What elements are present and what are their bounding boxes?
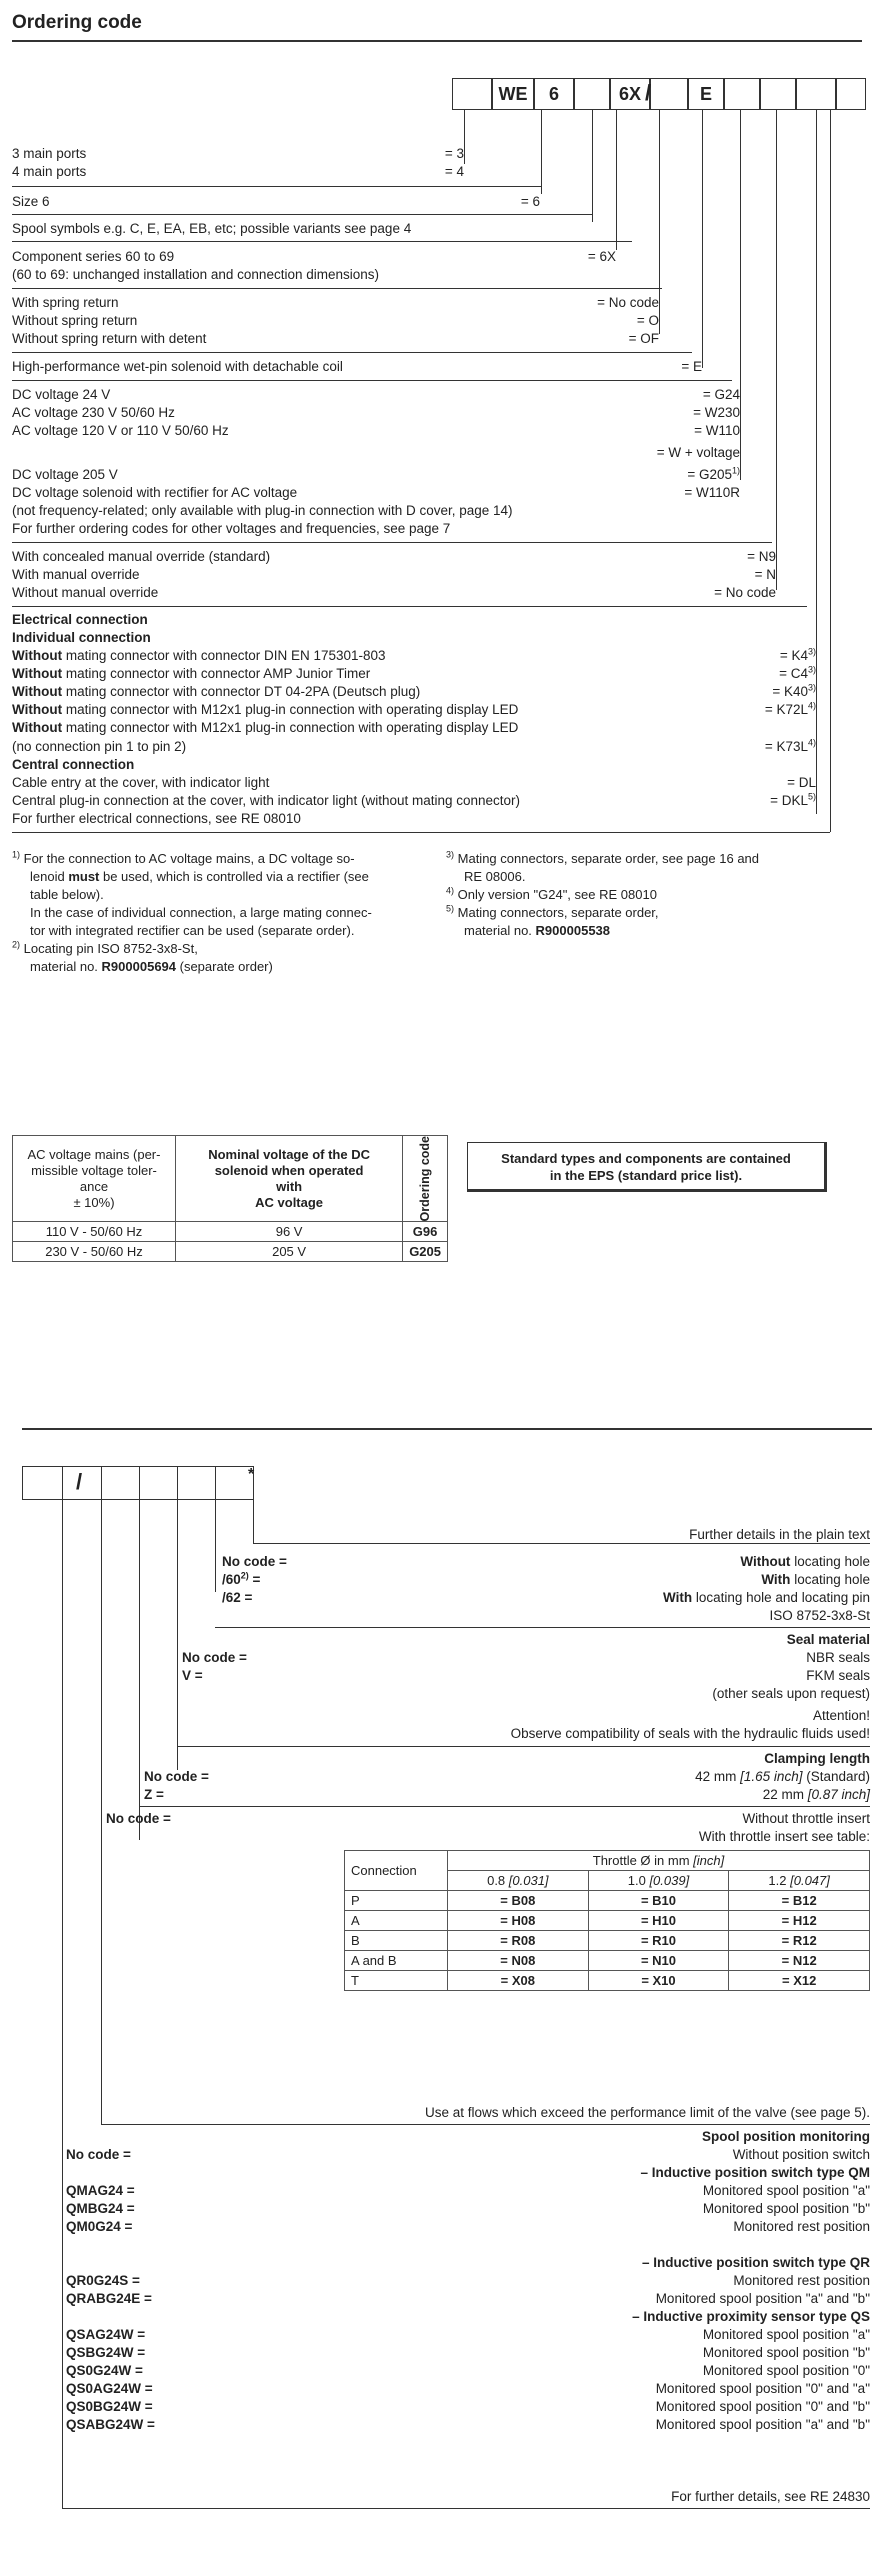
table-cell: = N12: [729, 1951, 870, 1971]
monitor-code: QMAG24 =: [66, 2183, 135, 2198]
code-box: WE: [492, 78, 534, 110]
vline: [659, 110, 660, 334]
row-without-override: Without manual override: [12, 585, 159, 600]
throttle-with: With throttle insert see table:: [698, 1829, 870, 1844]
rule: [215, 1627, 870, 1628]
table-cell: G96: [403, 1222, 448, 1242]
table-cell: = H08: [448, 1911, 589, 1931]
code-size: = 6: [520, 194, 540, 209]
code-box: [139, 1466, 178, 1500]
clamp-title: Clamping length: [764, 1751, 870, 1766]
vline: [830, 110, 831, 832]
monitor-code: QRABG24E =: [66, 2291, 152, 2306]
clamp-42: 42 mm [1.65 inch] (Standard): [695, 1769, 870, 1784]
code-w110r: = W110R: [684, 485, 740, 500]
vline: [816, 110, 817, 814]
row-solenoid: High-performance wet-pin solenoid with detachable coil: [12, 359, 343, 374]
code-n: = N: [754, 567, 776, 582]
table-cell: 230 V - 50/60 Hz: [13, 1242, 176, 1262]
vline: [702, 110, 703, 368]
table-row: [13, 1242, 448, 1262]
table-cell: = H12: [729, 1911, 870, 1931]
vline: [541, 110, 542, 194]
code-box: [22, 1466, 63, 1500]
row-further-voltages: For further ordering codes for other voltages and frequencies, see page 7: [12, 521, 451, 536]
code-box: [650, 78, 688, 110]
vline: [740, 110, 741, 480]
rule: [139, 1806, 870, 1807]
spm-nocode: No code =: [66, 2147, 131, 2162]
table-cell: A and B: [345, 1951, 448, 1971]
electrical-row: Without mating connector with connector DT 04-2PA (Deutsch plug): [12, 684, 421, 699]
code-box: [177, 1466, 216, 1500]
table-cell: A: [345, 1911, 448, 1931]
code-6x: = 6X: [587, 249, 616, 264]
table-row: [345, 1891, 870, 1911]
asterisk-mark: *: [248, 1466, 255, 1483]
vline: [215, 1500, 216, 1592]
qr-title: – Inductive position switch type QR: [641, 2255, 870, 2270]
throttle-header-connection: Connection: [345, 1851, 448, 1891]
table-row: [13, 1222, 448, 1242]
title-rule: [12, 40, 862, 42]
code-of: = OF: [628, 331, 659, 346]
electrical-row: Without mating connector with connector DIN EN 175301-803: [12, 648, 386, 663]
table-cell: = B12: [729, 1891, 870, 1911]
monitor-desc: Monitored spool position "b": [702, 2345, 870, 2360]
code-box: [724, 78, 760, 110]
use-at-flows: Use at flows which exceed the performance limit of the valve (see page 5).: [425, 2105, 870, 2120]
rule: [101, 2124, 870, 2125]
code-w230: = W230: [693, 405, 740, 420]
ac-voltage-table: [12, 1135, 448, 1262]
rule: [12, 380, 732, 381]
vline: [776, 110, 777, 590]
section2-rule: [22, 1428, 872, 1430]
row-plug: Central plug-in connection at the cover, with indicator light (without mating connector): [12, 793, 521, 808]
clamp-22: 22 mm [0.87 inch]: [762, 1787, 870, 1802]
code-g205: = $G205^{1)}$: [687, 465, 740, 482]
throttle-header: Throttle Ø in mm [inch]: [448, 1851, 870, 1871]
individual-heading: Individual connection: [12, 630, 151, 645]
qs-title: – Inductive proximity sensor type QS: [632, 2309, 870, 2324]
electrical-code: = $C4^{3)}$: [779, 664, 816, 681]
loc-with: With locating hole: [761, 1572, 870, 1587]
table-cell: = X12: [729, 1971, 870, 1991]
row-further-electrical: For further electrical connections, see RE 08010: [12, 811, 301, 826]
monitor-desc: Monitored spool position "0" and "a": [655, 2381, 870, 2396]
slash-mark: /: [76, 1469, 83, 1494]
monitor-desc: Monitored spool position "a": [702, 2327, 870, 2342]
electrical-heading: Electrical connection: [12, 612, 148, 627]
monitor-code: QSABG24W =: [66, 2417, 155, 2432]
clamp-z: Z =: [144, 1787, 164, 1802]
footnotes-right: $^{3)}$ Mating connectors, separate order, see page 16 and RE 08006. $^{4)}$ Only version "G24", see RE 08010 $^{5)}$ Mating connectors, separate order, material no. R900005538: [446, 849, 760, 938]
rule: [12, 241, 632, 242]
code-box: [101, 1466, 140, 1500]
iso-pin: ISO 8752-3x8-St: [769, 1608, 870, 1623]
row-spool: Spool symbols e.g. C, E, EA, EB, etc; possible variants see page 4: [12, 221, 412, 236]
electrical-row: Without mating connector with M12x1 plug-in connection with operating display LED: [12, 720, 519, 735]
throttle-table: [344, 1850, 870, 1991]
rule: [177, 1746, 870, 1747]
observe-seals: Observe compatibility of seals with the hydraulic fluids used!: [510, 1726, 870, 1741]
ac-table-header-code: Ordering code: [403, 1136, 448, 1222]
loc-with-pin: With locating hole and locating pin: [662, 1590, 870, 1605]
rule: [12, 288, 662, 289]
re24830: For further details, see RE 24830: [671, 2489, 870, 2504]
row-rectifier-note: (not frequency-related; only available with plug-in connection with D cover, page 14): [12, 503, 513, 518]
monitor-desc: Monitored rest position: [733, 2273, 870, 2288]
row-ac230: AC voltage 230 V 50/60 Hz: [12, 405, 175, 420]
code-box: [574, 78, 610, 110]
monitor-desc: Monitored spool position "b": [702, 2201, 870, 2216]
rule: [62, 2508, 870, 2509]
loc-60: $/60^{2)}$ =: [222, 1570, 261, 1587]
throttle-nocode: No code =: [106, 1811, 171, 1826]
code-3: = 3: [444, 146, 464, 161]
table-cell: = X08: [448, 1971, 589, 1991]
further-plain-text: Further details in the plain text: [689, 1527, 870, 1542]
code-nocode-spring: = No code: [597, 295, 659, 310]
vline: [464, 110, 465, 164]
monitor-code: QS0AG24W =: [66, 2381, 153, 2396]
code-w-voltage: = W + voltage: [656, 445, 740, 460]
row-concealed-override: With concealed manual override (standard): [12, 549, 271, 564]
ac-table-header-nominal: Nominal voltage of the DC solenoid when operated with AC voltage: [176, 1136, 403, 1222]
table-cell: = R10: [588, 1931, 729, 1951]
throttle-size: 1.2 [0.047]: [729, 1871, 870, 1891]
monitor-desc: Monitored spool position "a" and "b": [655, 2417, 870, 2432]
throttle-size: 0.8 [0.031]: [448, 1871, 589, 1891]
loc-nocode: No code =: [222, 1554, 287, 1569]
table-cell: 96 V: [176, 1222, 403, 1242]
code-4: = 4: [444, 164, 464, 179]
seal-v: V =: [182, 1668, 203, 1683]
table-cell: 110 V - 50/60 Hz: [13, 1222, 176, 1242]
table-cell: = R08: [448, 1931, 589, 1951]
spm-without: Without position switch: [732, 2147, 870, 2162]
table-cell: = R12: [729, 1931, 870, 1951]
throttle-without: Without throttle insert: [742, 1811, 870, 1826]
electrical-row: Without mating connector with connector AMP Junior Timer: [12, 666, 371, 681]
row-dc205: DC voltage 205 V: [12, 467, 118, 482]
monitor-code: QSBG24W =: [66, 2345, 146, 2360]
vline: [177, 1500, 178, 1770]
code-w110: = W110: [694, 423, 740, 438]
row-3-main-ports: 3 main ports: [12, 146, 87, 161]
table-cell: P: [345, 1891, 448, 1911]
monitor-desc: Monitored spool position "a" and "b": [655, 2291, 870, 2306]
code-box: [836, 78, 866, 110]
code-n9: = N9: [747, 549, 776, 564]
code-box: [452, 78, 492, 110]
row-rectifier: DC voltage solenoid with rectifier for AC voltage: [12, 485, 298, 500]
electrical-code: = $K4^{3)}$: [779, 646, 816, 663]
rule: [12, 352, 692, 353]
vline: [139, 1500, 140, 1840]
attention: Attention!: [812, 1708, 870, 1723]
table-row: [345, 1951, 870, 1971]
table-cell: = H10: [588, 1911, 729, 1931]
row-dc24: DC voltage 24 V: [12, 387, 111, 402]
loc-62: /62 =: [222, 1590, 253, 1605]
table-cell: = N08: [448, 1951, 589, 1971]
code-o: = O: [636, 313, 659, 328]
row-ac110: AC voltage 120 V or 110 V 50/60 Hz: [12, 423, 229, 438]
row-series-note: (60 to 69: unchanged installation and connection dimensions): [12, 267, 379, 282]
code-box: 6X: [610, 78, 650, 110]
rule: [12, 186, 542, 187]
rule: [12, 542, 772, 543]
monitor-desc: Monitored rest position: [733, 2219, 870, 2234]
clamp-nocode: No code =: [144, 1769, 209, 1784]
electrical-row: Without mating connector with M12x1 plug-in connection with operating display LED: [12, 702, 519, 717]
table-cell: G205: [403, 1242, 448, 1262]
code-g24: = G24: [702, 387, 740, 402]
code-box: 6: [534, 78, 574, 110]
row-4-main-ports: 4 main ports: [12, 164, 87, 179]
seal-fkm: FKM seals: [806, 1668, 870, 1683]
monitor-code: QS0BG24W =: [66, 2399, 153, 2414]
table-cell: B: [345, 1931, 448, 1951]
monitor-desc: Monitored spool position "0": [702, 2363, 870, 2378]
table-row: [345, 1911, 870, 1931]
row-size: Size 6: [12, 194, 50, 209]
throttle-size: 1.0 [0.039]: [588, 1871, 729, 1891]
monitor-code: QSAG24W =: [66, 2327, 146, 2342]
monitor-code: QM0G24 =: [66, 2219, 133, 2234]
qm-title: – Inductive position switch type QM: [640, 2165, 870, 2180]
vline: [253, 1500, 254, 1544]
electrical-code: = $K40^{3)}$: [772, 682, 816, 699]
monitor-desc: Monitored spool position "0" and "b": [655, 2399, 870, 2414]
footnotes-left: $^{1)}$ For the connection to AC voltage mains, a DC voltage so- lenoid must be used, which is controlled via a rectifier (see table below). In the case of individual connection, a large mating connec- tor with integrated rectifier can be used (separate order). $^{2)}$ Locating pin ISO 8752-3x8-St, material no. R900005694 (separate order): [12, 849, 372, 974]
ac-table-header-mains: AC voltage mains (per- missible voltage toler- ance ± 10%): [13, 1136, 176, 1222]
row-spring-return: With spring return: [12, 295, 119, 310]
monitor-code: QR0G24S =: [66, 2273, 140, 2288]
table-row: [345, 1971, 870, 1991]
page-title: Ordering code: [12, 12, 142, 33]
seal-other: (other seals upon request): [712, 1686, 870, 1701]
vline: [616, 110, 617, 250]
row-no-pin: (no connection pin 1 to pin 2): [12, 739, 187, 754]
spm-title: Spool position monitoring: [702, 2129, 870, 2144]
monitor-code: QMBG24 =: [66, 2201, 135, 2216]
row-manual-override: With manual override: [12, 567, 140, 582]
row-detent: Without spring return with detent: [12, 331, 207, 346]
row-without-spring: Without spring return: [12, 313, 138, 328]
rule: [12, 832, 830, 833]
row-cable: Cable entry at the cover, with indicator light: [12, 775, 270, 790]
table-cell: = B08: [448, 1891, 589, 1911]
electrical-code: = $K72L^{4)}$: [764, 700, 816, 717]
code-e: = E: [681, 359, 702, 374]
rule: [12, 606, 807, 607]
slash-mark: /: [645, 80, 652, 105]
seal-nocode: No code =: [182, 1650, 247, 1665]
vline: [101, 1500, 102, 2125]
table-cell: = X10: [588, 1971, 729, 1991]
monitor-code: QS0G24W =: [66, 2363, 143, 2378]
row-series: Component series 60 to 69: [12, 249, 175, 264]
code-box: [760, 78, 796, 110]
vline: [62, 1500, 63, 2508]
table-cell: = B10: [588, 1891, 729, 1911]
eps-note: Standard types and components are contained in the EPS (standard price list).: [467, 1142, 827, 1192]
seal-nbr: NBR seals: [806, 1650, 870, 1665]
code-dl: = DL: [787, 775, 816, 790]
monitor-desc: Monitored spool position "a": [702, 2183, 870, 2198]
rule: [12, 214, 592, 215]
code-box: E: [688, 78, 724, 110]
seal-title: Seal material: [786, 1632, 870, 1647]
code-box: [796, 78, 836, 110]
code-nocode-override: = No code: [714, 585, 776, 600]
loc-without: Without locating hole: [740, 1554, 870, 1569]
table-cell: 205 V: [176, 1242, 403, 1262]
table-row: [345, 1931, 870, 1951]
code-dkl: = $DKL^{5)}$: [770, 791, 816, 808]
central-heading: Central connection: [12, 757, 135, 772]
table-cell: T: [345, 1971, 448, 1991]
code-k73l: = $K73L^{4)}$: [764, 737, 816, 754]
vline: [592, 110, 593, 222]
table-cell: = N10: [588, 1951, 729, 1971]
